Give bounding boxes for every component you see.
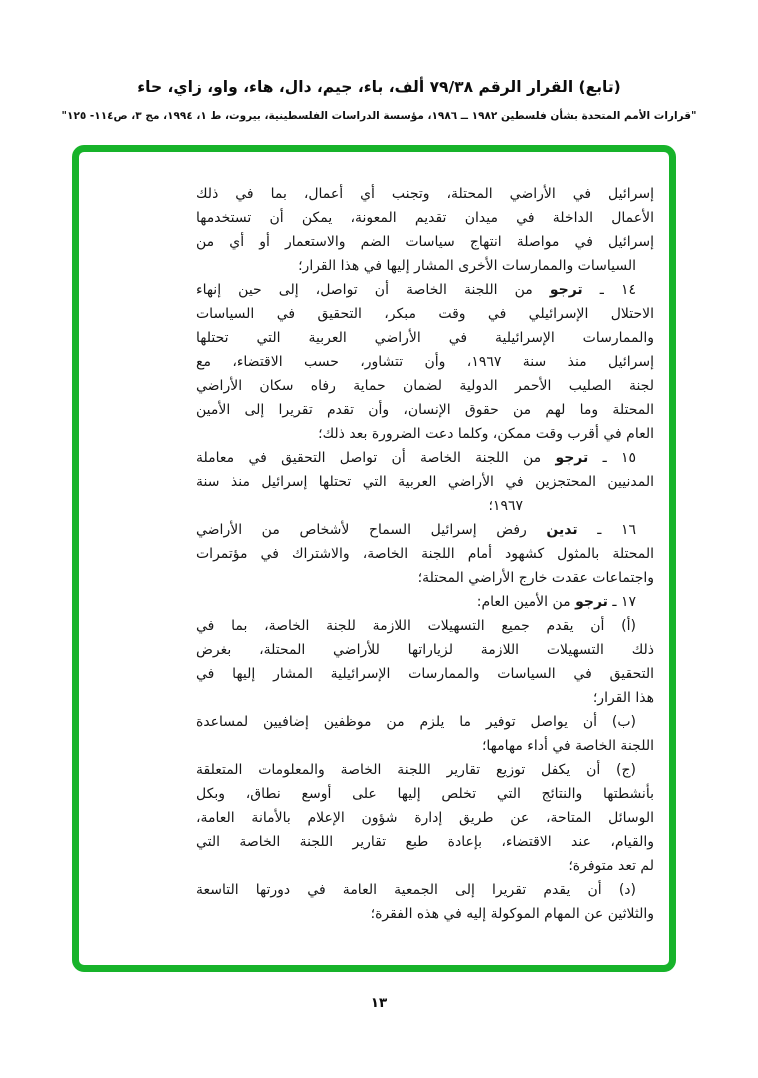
text-line: واجتماعات عقدت خارج الأراضي المحتلة؛ bbox=[417, 570, 654, 586]
text-line-clause-16 bbox=[196, 518, 654, 542]
clause-number: ١٤ ـ bbox=[582, 282, 636, 298]
text-line: هذا القرار؛ bbox=[592, 690, 654, 706]
text-line: المحتلة بالمثول كشهود أمام اللجنة الخاصة، والاشتراك في مؤتمرات bbox=[196, 546, 654, 562]
text-line: إسرائيل في مواصلة انتهاج سياسات الضم والاستعمار أو أي من bbox=[196, 234, 654, 250]
clause-number: ١٦ ـ bbox=[577, 522, 636, 538]
text-line: لجنة الصليب الأحمر الدولية لضمان حماية رفاه سكان الأراضي bbox=[196, 378, 654, 394]
text-line: والثلاثين عن المهام الموكولة إليه في هذه الفقرة؛ bbox=[370, 906, 654, 922]
text-line: والممارسات الإسرائيلية في الأراضي العربية التي تحتلها bbox=[196, 330, 654, 346]
text-line-subclause-a: (أ) أن يقدم جميع التسهيلات اللازمة للجنة الخاصة، بما في bbox=[196, 618, 636, 634]
text-line-clause-14 bbox=[196, 278, 654, 302]
text-line: اللجنة الخاصة في أداء مهامها؛ bbox=[481, 738, 654, 754]
clause-verb: تدين bbox=[546, 522, 578, 538]
text-line: ١٩٦٧؛ bbox=[488, 498, 523, 514]
clause-text: من اللجنة الخاصة أن تواصل التحقيق في معاملة bbox=[196, 450, 556, 466]
text-line: الوسائل المتاحة، عن طريق إدارة شؤون الإعلام بالأمانة العامة، bbox=[196, 810, 654, 826]
clause-number: ١٧ ـ bbox=[607, 594, 636, 610]
text-line-subclause-c: (ج) أن يكفل توزيع تقارير اللجنة الخاصة والمعلومات المتعلقة bbox=[196, 762, 636, 778]
clause-number: ١٥ ـ bbox=[588, 450, 636, 466]
text-line: بأنشطتها والنتائج التي تخلص إليها على أوسع نطاق، وبكل bbox=[196, 786, 654, 802]
text-line: التحقيق في السياسات والممارسات الإسرائيلية المشار إليها في bbox=[196, 666, 654, 682]
text-line: لم تعد متوفرة؛ bbox=[568, 858, 654, 874]
text-line-clause-17 bbox=[196, 590, 654, 614]
text-line-subclause-d: (د) أن يقدم تقريرا إلى الجمعية العامة في دورتها التاسعة bbox=[196, 882, 636, 898]
text-line: المحتلة وما لهم من حقوق الإنسان، وأن تقدم تقريرا إلى الأمين bbox=[196, 402, 654, 418]
document-title: (تابع) القرار الرقم ٧٩/٣٨ ألف، باء، جيم، دال، هاء، واو، زاي، حاء bbox=[137, 78, 621, 96]
document-citation: "قرارات الأمم المتحدة بشأن فلسطين ١٩٨٢ ــ ١٩٨٦، مؤسسة الدراسات الفلسطينية، بيروت، ط ١، ١٩٩٤، مج ٣، ص١١٤- ١٢٥" bbox=[61, 110, 697, 122]
text-line: المدنيين المحتجزين في الأراضي العربية التي تحتلها إسرائيل منذ سنة bbox=[196, 474, 654, 490]
text-line: إسرائيل في الأراضي المحتلة، وتجنب أي أعمال، بما في ذلك bbox=[196, 186, 654, 202]
clause-text: رفض إسرائيل السماح لأشخاص من الأراضي bbox=[196, 522, 547, 538]
document-body-text bbox=[196, 182, 654, 926]
clause-verb: ترجو bbox=[549, 282, 583, 298]
text-line-subclause-b: (ب) أن يواصل توفير ما يلزم من موظفين إضافيين لمساعدة bbox=[196, 714, 636, 730]
text-line-clause-15 bbox=[196, 446, 654, 470]
clause-text: من الأمين العام: bbox=[476, 594, 576, 610]
text-line: الأعمال الداخلة في ميدان تقديم المعونة، يمكن أن تستخدمها bbox=[196, 210, 654, 226]
page-number: ١٣ bbox=[370, 995, 388, 1011]
text-line: والقيام، عند الاقتضاء، بإعادة طبع تقارير اللجنة الخاصة التي bbox=[196, 834, 654, 850]
text-line: السياسات والممارسات الأخرى المشار إليها في هذا القرار؛ bbox=[298, 258, 636, 274]
clause-verb: ترجو bbox=[555, 450, 589, 466]
clause-verb: ترجو bbox=[575, 594, 608, 610]
text-line: العام في أقرب وقت ممكن، وكلما دعت الضرورة بعد ذلك؛ bbox=[318, 426, 654, 442]
text-line: إسرائيل منذ سنة ١٩٦٧، وأن تتشاور، حسب الاقتضاء، مع bbox=[196, 354, 654, 370]
text-line: ذلك التسهيلات اللازمة لزياراتها للأراضي المحتلة، بغرض bbox=[196, 642, 654, 658]
text-line: الاحتلال الإسرائيلي في وقت مبكر، التحقيق في السياسات bbox=[196, 306, 654, 322]
clause-text: من اللجنة الخاصة أن تواصل، إلى حين إنهاء bbox=[196, 282, 550, 298]
